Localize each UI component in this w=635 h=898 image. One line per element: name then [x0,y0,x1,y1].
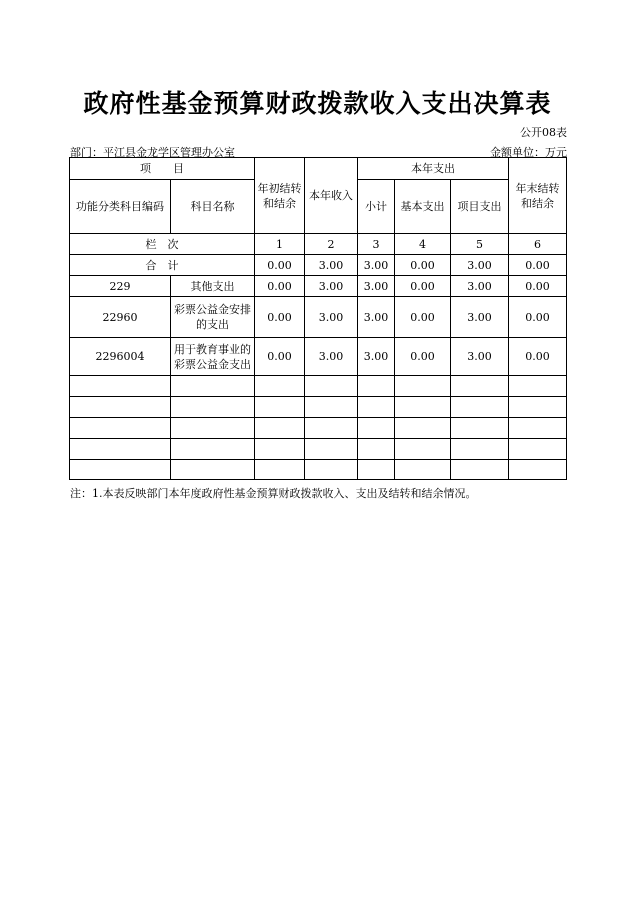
total-value: 0.00 [395,255,451,276]
column-number: 6 [509,234,567,255]
empty-row [70,397,567,418]
row-value: 0.00 [395,338,451,376]
row-value: 3.00 [358,297,395,338]
header-end-balance: 年末结转和结余 [509,158,567,234]
header-income: 本年收入 [305,158,358,234]
header-expenditure-group: 本年支出 [358,158,509,180]
row-name: 用于教育事业的彩票公益金支出 [171,338,255,376]
row-value: 3.00 [358,276,395,297]
table-row [70,338,567,376]
total-value: 3.00 [358,255,395,276]
department-label: 部门：平江县金龙学区管理办公室 [70,146,235,159]
table-row [70,297,567,338]
row-name: 彩票公益金安排的支出 [171,297,255,338]
column-index-label: 栏 次 [70,234,255,255]
budget-table [69,157,567,480]
row-code: 22960 [70,297,171,338]
row-value: 3.00 [451,297,509,338]
header-subtotal: 小计 [358,180,395,234]
total-value: 3.00 [451,255,509,276]
header-project-exp: 项目支出 [451,180,509,234]
row-value: 0.00 [395,297,451,338]
total-label: 合 计 [70,255,255,276]
row-value: 0.00 [255,297,305,338]
empty-row [70,439,567,460]
total-value: 3.00 [305,255,358,276]
column-number: 1 [255,234,305,255]
empty-row [70,376,567,397]
row-name: 其他支出 [171,276,255,297]
row-value: 3.00 [305,297,358,338]
header-begin-balance: 年初结转和结余 [255,158,305,234]
empty-row [70,418,567,439]
column-number: 4 [395,234,451,255]
row-code: 229 [70,276,171,297]
header-subject-name: 科目名称 [171,180,255,234]
column-number: 2 [305,234,358,255]
row-value: 0.00 [509,297,567,338]
column-number: 3 [358,234,395,255]
row-value: 3.00 [358,338,395,376]
column-index-row [70,234,567,255]
column-number: 5 [451,234,509,255]
footnote: 注：1.本表反映部门本年度政府性基金预算财政拨款收入、支出及结转和结余情况。 [70,487,477,500]
row-value: 0.00 [255,276,305,297]
row-value: 3.00 [451,338,509,376]
page-title: 政府性基金预算财政拨款收入支出决算表 [83,89,552,118]
table-row [70,276,567,297]
header-project: 项 目 [70,158,255,180]
row-code: 2296004 [70,338,171,376]
row-value: 0.00 [509,276,567,297]
row-value: 0.00 [255,338,305,376]
form-number: 公开08表 [520,126,567,139]
header-func-code: 功能分类科目编码 [70,180,171,234]
row-value: 0.00 [395,276,451,297]
row-value: 3.00 [305,338,358,376]
row-value: 3.00 [305,276,358,297]
total-value: 0.00 [255,255,305,276]
row-value: 0.00 [509,338,567,376]
total-row [70,255,567,276]
amount-unit-label: 金额单位：万元 [490,146,567,159]
total-value: 0.00 [509,255,567,276]
header-basic: 基本支出 [395,180,451,234]
row-value: 3.00 [451,276,509,297]
empty-row [70,460,567,480]
